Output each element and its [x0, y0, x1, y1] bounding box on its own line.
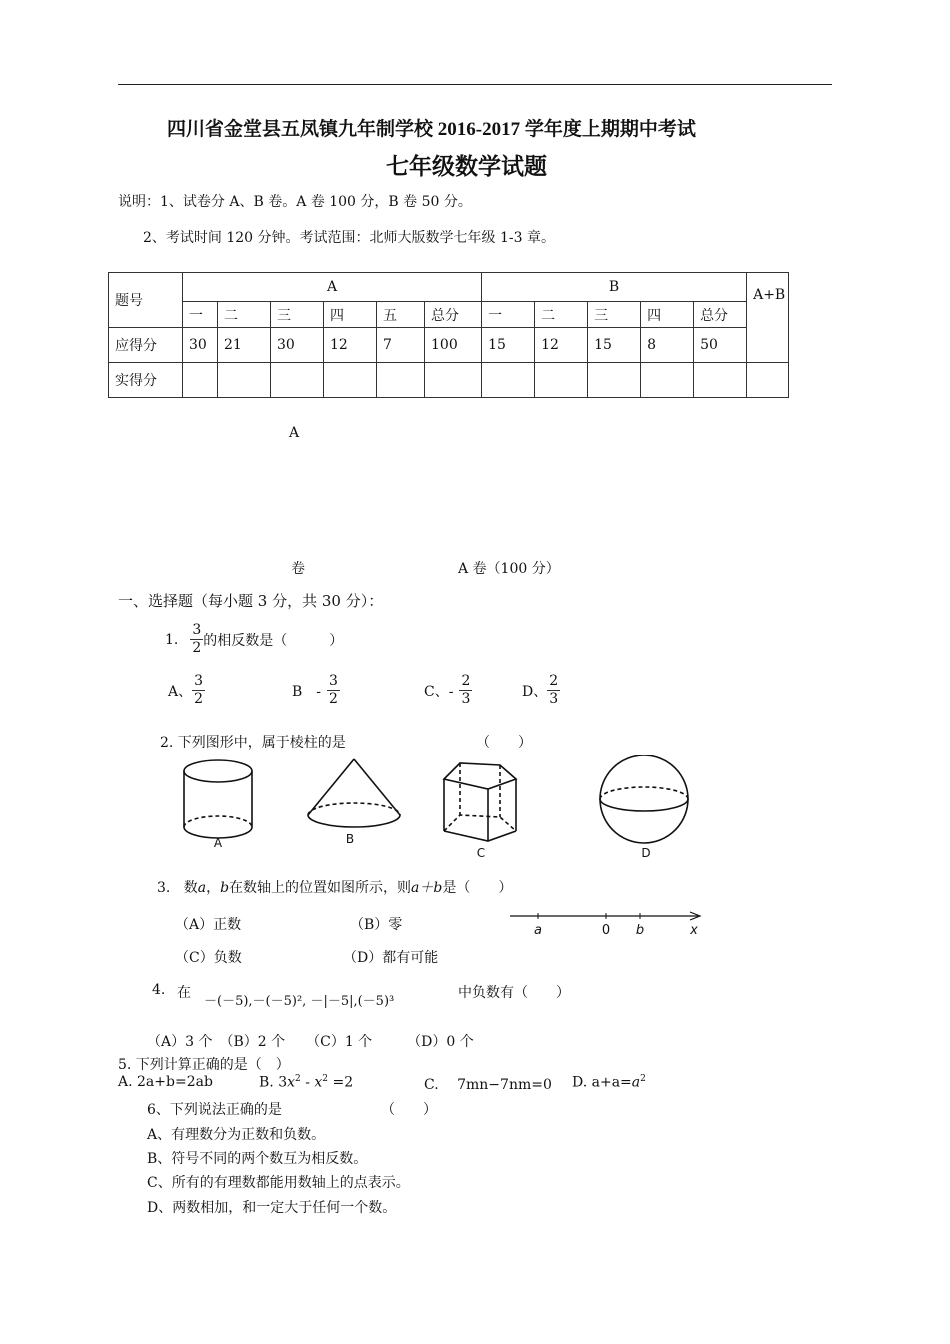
a-section-title: A 卷（100 分）: [458, 561, 560, 577]
a-col: 一: [183, 301, 218, 328]
b-expected: 50: [694, 328, 747, 363]
header-tihao: 题号: [109, 273, 183, 328]
exam-title: 四川省金堂县五凤镇九年制学校 2016-2017 学年度上期期中考试: [167, 119, 696, 140]
stray-a-label: A: [289, 425, 300, 441]
b-col: 四: [641, 301, 694, 328]
q3-option-b[interactable]: （B）零: [350, 917, 403, 933]
prism-figure: [444, 763, 516, 841]
actual-cell[interactable]: [588, 363, 641, 398]
actual-cell[interactable]: [694, 363, 747, 398]
cylinder-figure: [184, 760, 252, 838]
b-expected: 15: [588, 328, 641, 363]
q6-paren: （ ）: [381, 1102, 437, 1118]
actual-cell[interactable]: [218, 363, 271, 398]
q1-num: 1.: [165, 631, 179, 648]
q1-stem: [165, 622, 343, 657]
b-expected: 12: [535, 328, 588, 363]
q6-option-c[interactable]: C、所有的有理数都能用数轴上的点表示。: [147, 1175, 410, 1191]
fig-label-b: B: [345, 832, 355, 846]
a-col: 三: [271, 301, 324, 328]
q4-in: 在: [177, 985, 191, 1001]
q6-stem: 6、下列说法正确的是: [147, 1102, 282, 1118]
number-line: [508, 906, 704, 940]
actual-cell[interactable]: [324, 363, 377, 398]
q5-option-c[interactable]: C. 7mn−7nm=0: [424, 1077, 552, 1093]
q5-option-b[interactable]: B. $3x^2 - x^2 =2$: [259, 1074, 354, 1091]
note-line-1: 说明：1、试卷分 A、B 卷。A 卷 100 分，B 卷 50 分。: [118, 194, 472, 210]
q1-option-c[interactable]: C、- $\frac{2}{3}$: [424, 673, 471, 707]
a-col: 总分: [425, 301, 482, 328]
b-col: 一: [482, 301, 535, 328]
sphere-figure: [600, 755, 688, 843]
axis-label-a: a: [534, 923, 542, 938]
q1-option-d[interactable]: D、 $\frac{2}{3}$: [522, 673, 559, 707]
q4-options[interactable]: （A）3 个 （B）2 个 （C）1 个 （D）0 个: [147, 1034, 474, 1050]
b-col: 三: [588, 301, 641, 328]
actual-cell[interactable]: [747, 363, 789, 398]
cone-figure: [308, 759, 400, 827]
section1-heading: 一、选择题（每小题 3 分，共 30 分）：: [118, 592, 384, 610]
group-b-header: B: [482, 273, 747, 302]
actual-cell[interactable]: [425, 363, 482, 398]
a-expected: 100: [425, 328, 482, 363]
row-expected-label: 应得分: [109, 328, 183, 363]
score-table: [108, 272, 789, 398]
q1-option-b[interactable]: B - $\frac{3}{2}$: [292, 673, 338, 707]
a-col: 五: [377, 301, 425, 328]
group-a-header: A: [183, 273, 482, 302]
q2-paren: （ ）: [476, 735, 532, 751]
a-expected: 7: [377, 328, 425, 363]
q5-stem: 5. 下列计算正确的是（ ）: [118, 1057, 290, 1073]
stray-juan: 卷: [291, 561, 305, 577]
header-a-plus-b: A+B: [747, 273, 789, 363]
a-col: 四: [324, 301, 377, 328]
actual-cell[interactable]: [377, 363, 425, 398]
q3-option-a[interactable]: （A）正数: [175, 917, 242, 933]
note-line-2: 2、考试时间 120 分钟。考试范围：北师大版数学七年级 1-3 章。: [143, 230, 555, 246]
a-col: 二: [218, 301, 271, 328]
q3-stem: 3. 数a，b在数轴上的位置如图所示，则a＋b是（ ）: [157, 880, 513, 896]
q5-option-d[interactable]: D. $a+a=a^2$: [572, 1074, 646, 1091]
fig-label-c: C: [476, 846, 486, 860]
q4-tail: 中负数有（ ）: [458, 985, 570, 1001]
q1-fraction: $\frac{3}{2}$: [192, 622, 202, 656]
q4-num: 4.: [152, 982, 166, 998]
q3-option-d[interactable]: （D）都有可能: [343, 950, 439, 966]
b-expected: 8: [641, 328, 694, 363]
q6-option-d[interactable]: D、两数相加，和一定大于任何一个数。: [147, 1200, 397, 1216]
a-expected: 30: [183, 328, 218, 363]
q2-stem: 2. 下列图形中，属于棱柱的是: [160, 735, 346, 751]
q6-option-a[interactable]: A、有理数分为正数和负数。: [147, 1127, 326, 1143]
actual-cell[interactable]: [271, 363, 324, 398]
b-col: 总分: [694, 301, 747, 328]
q5-option-a[interactable]: A. 2a+b=2ab: [118, 1074, 213, 1090]
actual-cell[interactable]: [535, 363, 588, 398]
q6-option-b[interactable]: B、符号不同的两个数互为相反数。: [147, 1151, 368, 1167]
q4-expression: －(－5),－(－5)², －|－5|,(－5)³: [204, 994, 395, 1009]
fig-label-d: D: [641, 846, 651, 860]
a-expected: 21: [218, 328, 271, 363]
actual-cell[interactable]: [641, 363, 694, 398]
q3-option-c[interactable]: （C）负数: [175, 950, 242, 966]
a-expected: 12: [324, 328, 377, 363]
actual-cell[interactable]: [183, 363, 218, 398]
actual-cell[interactable]: [482, 363, 535, 398]
b-col: 二: [535, 301, 588, 328]
b-expected: 15: [482, 328, 535, 363]
exam-subtitle: 七年级数学试题: [386, 154, 547, 179]
axis-label-b: b: [635, 923, 645, 938]
fig-label-a: A: [213, 836, 223, 850]
q1-option-a[interactable]: A、 $\frac{3}{2}$: [168, 673, 204, 707]
q1-stem-tail: 的相反数是（ ）: [203, 632, 344, 649]
axis-label-x: x: [690, 923, 698, 938]
row-actual-label: 实得分: [109, 363, 183, 398]
a-expected: 30: [271, 328, 324, 363]
axis-label-zero: 0: [601, 923, 611, 938]
top-rule: [118, 84, 832, 85]
q2-figures: [170, 755, 710, 865]
